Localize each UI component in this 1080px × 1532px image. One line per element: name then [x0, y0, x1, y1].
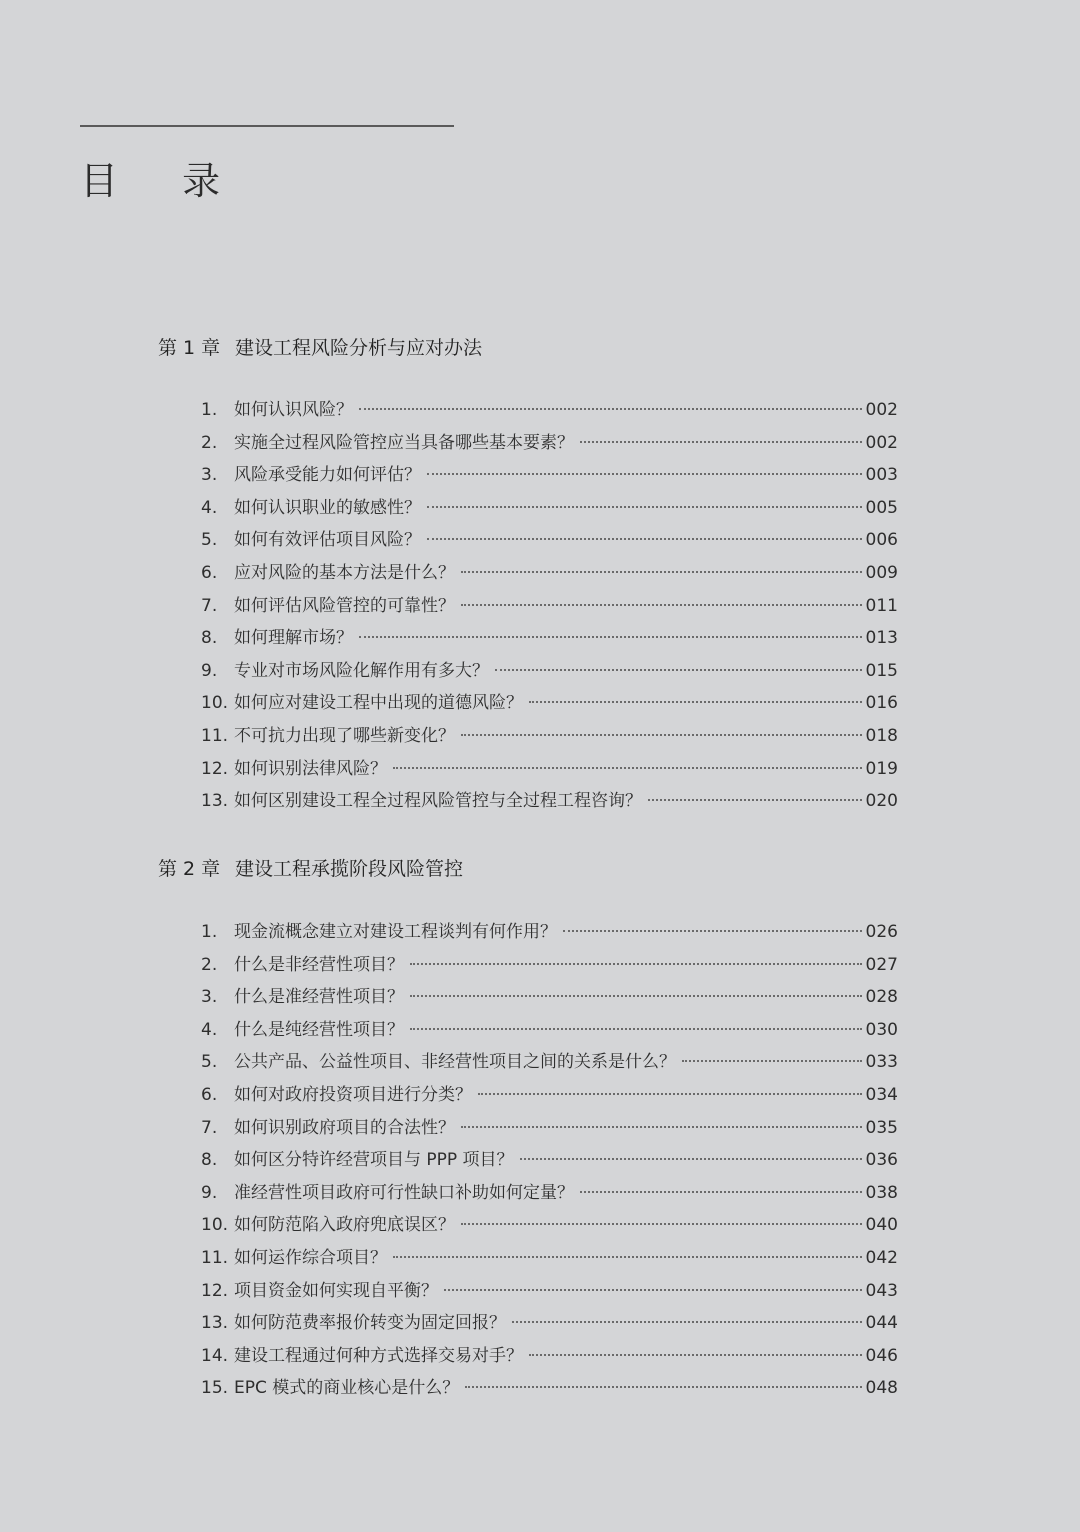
chapter-1: [158, 333, 898, 819]
dot-leader: [465, 1386, 862, 1388]
entry-page-number: 040: [865, 1215, 898, 1236]
toc-entry[interactable]: [201, 1178, 898, 1211]
toc-entry[interactable]: [201, 558, 898, 591]
entry-page-number: 034: [865, 1084, 898, 1105]
chapter-heading: [158, 333, 898, 363]
entry-title: 项目资金如何实现自平衡？: [234, 1280, 438, 1301]
entry-page-number: 036: [865, 1150, 898, 1171]
entry-number: 1.: [201, 400, 218, 420]
toc-entry[interactable]: [201, 1113, 898, 1146]
entry-title: 实施全过程风险管控应当具备哪些基本要素？: [234, 432, 574, 453]
entry-page-number: 033: [865, 1052, 898, 1073]
entry-number: 13.: [201, 1313, 229, 1334]
toc-entry[interactable]: [201, 1341, 898, 1374]
entry-title: 现金流概念建立对建设工程谈判有何作用？: [234, 922, 557, 942]
dot-leader: [427, 506, 862, 508]
toc-entry[interactable]: [201, 786, 898, 819]
toc-entry[interactable]: [201, 982, 898, 1015]
dot-leader: [359, 408, 862, 410]
dot-leader: [410, 1028, 862, 1030]
toc-entry[interactable]: [201, 591, 898, 624]
entry-title: 如何理解市场？: [234, 628, 353, 649]
entry-number: 6.: [201, 1084, 218, 1105]
toc-entry[interactable]: [201, 1308, 898, 1341]
entry-number: 4.: [201, 1019, 218, 1040]
entry-page-number: 038: [865, 1182, 898, 1203]
entry-number: 5.: [201, 530, 218, 551]
entry-title: 如何应对建设工程中出现的道德风险？: [234, 693, 523, 714]
entry-title: 专业对市场风险化解作用有多大？: [234, 660, 489, 681]
dot-leader: [529, 701, 862, 703]
entry-number: 11.: [201, 1247, 229, 1268]
entry-number: 2.: [201, 432, 218, 453]
dot-leader: [461, 734, 862, 736]
entry-number: 3.: [201, 465, 218, 486]
toc-entry[interactable]: [201, 1210, 898, 1243]
entry-page-number: 027: [865, 954, 898, 975]
dot-leader: [461, 1126, 862, 1128]
entry-number: 9.: [201, 660, 218, 681]
entry-number: 12.: [201, 758, 229, 779]
entry-title: EPC 模式的商业核心是什么？: [234, 1378, 460, 1399]
toc-entry[interactable]: [201, 395, 898, 428]
dot-leader: [410, 963, 862, 965]
entry-page-number: 011: [865, 595, 898, 616]
chapter-number: 第 1 章: [158, 337, 221, 359]
chapter-heading: [158, 854, 898, 884]
dot-leader: [359, 636, 862, 638]
entry-number: 11.: [201, 725, 229, 746]
entry-title: 建设工程通过何种方式选择交易对手？: [234, 1345, 523, 1366]
entry-number: 15.: [201, 1378, 229, 1399]
entry-title: 如何对政府投资项目进行分类？: [234, 1084, 472, 1105]
dot-leader: [520, 1158, 862, 1160]
dot-leader: [495, 669, 862, 671]
entry-title: 准经营性项目政府可行性缺口补助如何定量？: [234, 1182, 574, 1203]
entry-page-number: 028: [865, 987, 898, 1008]
entry-title: 应对风险的基本方法是什么？: [234, 562, 455, 583]
entry-number: 6.: [201, 562, 218, 583]
entry-title: 如何运作综合项目？: [234, 1247, 387, 1268]
toc-entry[interactable]: [201, 754, 898, 787]
entry-page-number: 020: [865, 791, 898, 812]
entry-number: 1.: [201, 922, 218, 942]
entry-title: 如何识别法律风险？: [234, 758, 387, 779]
entry-number: 8.: [201, 1150, 218, 1171]
entry-title: 风险承受能力如何评估？: [234, 465, 421, 486]
dot-leader: [648, 799, 862, 801]
chapter-2: [158, 854, 898, 1406]
entry-page-number: 046: [865, 1345, 898, 1366]
entry-number: 5.: [201, 1052, 218, 1073]
entry-title: 公共产品、公益性项目、非经营性项目之间的关系是什么？: [234, 1052, 676, 1073]
entry-title: 什么是准经营性项目？: [234, 987, 404, 1008]
chapter-title: 建设工程承揽阶段风险管控: [235, 858, 464, 880]
entry-page-number: 030: [865, 1019, 898, 1040]
entry-page-number: 002: [865, 432, 898, 453]
toc-entry[interactable]: [201, 688, 898, 721]
dot-leader: [478, 1093, 862, 1095]
dot-leader: [461, 1223, 862, 1225]
chapter-entries: [158, 917, 898, 1406]
entry-page-number: 016: [865, 693, 898, 714]
entry-number: 3.: [201, 987, 218, 1008]
entry-number: 7.: [201, 595, 218, 616]
entry-number: 8.: [201, 628, 218, 649]
toc-entry[interactable]: [201, 1015, 898, 1048]
dot-leader: [393, 767, 862, 769]
entry-page-number: 005: [865, 497, 898, 518]
toc-entry[interactable]: [201, 1080, 898, 1113]
entry-number: 14.: [201, 1345, 229, 1366]
entry-title: 如何认识风险？: [234, 400, 353, 420]
entry-page-number: 018: [865, 725, 898, 746]
entry-number: 12.: [201, 1280, 229, 1301]
toc-entry[interactable]: [201, 428, 898, 461]
toc-entry[interactable]: [201, 1373, 898, 1406]
dot-leader: [427, 473, 862, 475]
dot-leader: [410, 995, 862, 997]
toc-entry[interactable]: [201, 493, 898, 526]
chapter-entries: [158, 395, 898, 819]
entry-number: 10.: [201, 1215, 229, 1236]
toc-entry[interactable]: [201, 1145, 898, 1178]
entry-title: 如何识别政府项目的合法性？: [234, 1117, 455, 1138]
entry-title: 如何防范陷入政府兜底误区？: [234, 1215, 455, 1236]
entry-title: 如何区分特许经营项目与 PPP 项目？: [234, 1150, 514, 1171]
chapter-title: 建设工程风险分析与应对办法: [235, 337, 483, 359]
entry-page-number: 003: [865, 465, 898, 486]
entry-number: 10.: [201, 693, 229, 714]
title-rule: [80, 125, 454, 127]
entry-number: 4.: [201, 497, 218, 518]
entry-page-number: 044: [865, 1313, 898, 1334]
dot-leader: [580, 1191, 862, 1193]
entry-page-number: 009: [865, 562, 898, 583]
dot-leader: [580, 441, 862, 443]
entry-page-number: 043: [865, 1280, 898, 1301]
toc-entry[interactable]: [201, 1243, 898, 1276]
chapter-number: 第 2 章: [158, 858, 221, 880]
toc-entry[interactable]: [201, 950, 898, 983]
dot-leader: [682, 1060, 862, 1062]
toc-entry[interactable]: [201, 656, 898, 689]
toc-entry[interactable]: [201, 721, 898, 754]
dot-leader: [512, 1321, 862, 1323]
toc-entry[interactable]: [201, 1047, 898, 1080]
entry-page-number: 035: [865, 1117, 898, 1138]
entry-page-number: 019: [865, 758, 898, 779]
dot-leader: [529, 1354, 862, 1356]
toc-entry[interactable]: [201, 1276, 898, 1309]
entry-title: 如何认识职业的敏感性？: [234, 497, 421, 518]
entry-number: 9.: [201, 1182, 218, 1203]
entry-number: 2.: [201, 954, 218, 975]
entry-title: 不可抗力出现了哪些新变化？: [234, 725, 455, 746]
entry-page-number: 042: [865, 1247, 898, 1268]
dot-leader: [427, 538, 862, 540]
toc-entry[interactable]: [201, 525, 898, 558]
toc-entry[interactable]: [201, 917, 898, 950]
dot-leader: [393, 1256, 862, 1258]
entry-title: 如何评估风险管控的可靠性？: [234, 595, 455, 616]
entry-page-number: 013: [865, 628, 898, 649]
entry-page-number: 002: [865, 400, 898, 420]
entry-page-number: 006: [865, 530, 898, 551]
entry-number: 7.: [201, 1117, 218, 1138]
toc-entry[interactable]: [201, 460, 898, 493]
toc-entry[interactable]: [201, 623, 898, 656]
dot-leader: [563, 930, 862, 932]
entry-page-number: 015: [865, 660, 898, 681]
entry-title: 什么是纯经营性项目？: [234, 1019, 404, 1040]
entry-number: 13.: [201, 791, 229, 812]
entry-page-number: 026: [865, 922, 898, 942]
entry-title: 什么是非经营性项目？: [234, 954, 404, 975]
entry-title: 如何防范费率报价转变为固定回报？: [234, 1313, 506, 1334]
dot-leader: [461, 604, 862, 606]
toc-title: 目 录: [80, 159, 247, 203]
entry-title: 如何有效评估项目风险？: [234, 530, 421, 551]
entry-title: 如何区别建设工程全过程风险管控与全过程工程咨询？: [234, 791, 642, 812]
entry-page-number: 048: [865, 1378, 898, 1399]
dot-leader: [461, 571, 862, 573]
dot-leader: [444, 1289, 862, 1291]
